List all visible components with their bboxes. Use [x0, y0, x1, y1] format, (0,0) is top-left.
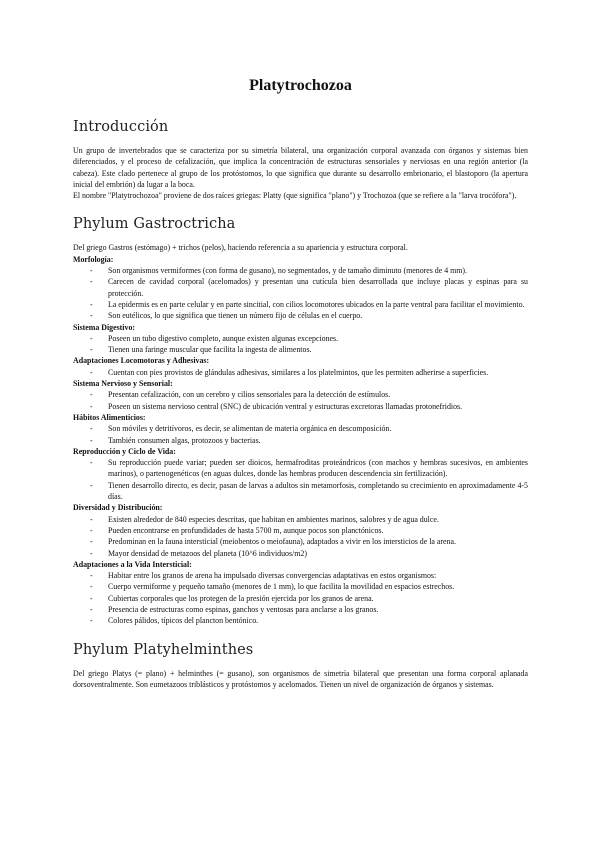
- list-item-text: Predominan en la fauna intersticial (meiobentos o meiofauna), adaptados a vivir en los intersticios de la arena.: [108, 537, 456, 547]
- bullet-dash: -: [90, 548, 93, 558]
- bullet-dash: -: [90, 390, 93, 400]
- list-item: [73, 514, 528, 525]
- list-item: [73, 265, 528, 276]
- bullet-dash: -: [90, 424, 93, 434]
- bullet-dash: -: [90, 616, 93, 626]
- bullet-dash: -: [90, 435, 93, 445]
- bullet-dash: -: [90, 333, 93, 343]
- bullet-dash: -: [90, 480, 93, 490]
- list-item: [73, 389, 528, 400]
- list-item-text: Son organismos vermiformes (con forma de gusano), no segmentados, y de tamaño diminuto (menores de 4 mm).: [108, 266, 468, 276]
- subsection-heading: Adaptaciones a la Vida Intersticial:: [73, 559, 192, 569]
- bullet-dash: -: [90, 604, 93, 614]
- list-item-text: Cuerpo vermiforme y pequeño tamaño (menores de 1 mm), lo que facilita la movilidad en espacios estrechos.: [108, 582, 455, 592]
- list-item-text: Cubiertas corporales que los protegen de la presión ejercida por los granos de arena.: [108, 593, 374, 603]
- list-item: [73, 457, 528, 480]
- bullet-list: [73, 570, 528, 626]
- bullet-dash: -: [90, 367, 93, 377]
- subsection-heading: Morfología:: [73, 254, 114, 264]
- section-gastrotricha: [73, 215, 528, 626]
- list-item: [73, 615, 528, 626]
- section-heading-introduccion: Introducción: [73, 119, 169, 135]
- list-item-text: Carecen de cavidad corporal (acelomados) y presentan una cutícula bien desarrollada que incluye placas y espinas para su protección.: [108, 277, 528, 298]
- bullet-dash: -: [90, 514, 93, 524]
- intro-paragraph-2: El nombre "Platytrochozoa" proviene de dos raíces griegas: Platty (que significa "plano") y Trochozoa (que se refiere a la "larva trocófora").: [73, 191, 517, 201]
- bullet-list: [73, 389, 528, 412]
- list-item-text: Pueden encontrarse en profundidades de hasta 5700 m, aunque pocos son planctónicos.: [108, 525, 384, 535]
- list-item: [73, 344, 528, 355]
- document-title: Platytrochozoa: [249, 77, 352, 94]
- subsection-heading: Diversidad y Distribución:: [73, 503, 163, 513]
- bullet-list: [73, 423, 528, 446]
- list-item-text: Poseen un sistema nervioso central (SNC) de ubicación ventral y estructuras excretoras llamadas protonefridios.: [108, 401, 463, 411]
- gastrotricha-groups: [73, 254, 528, 627]
- bullet-dash: -: [90, 299, 93, 309]
- list-item: [73, 593, 528, 604]
- list-item-text: La epidermis es en parte celular y en parte sincitial, con cilios locomotores ubicados en la parte ventral para facilitar el movimiento.: [108, 299, 525, 309]
- list-item: [73, 367, 528, 378]
- bullet-list: [73, 333, 528, 356]
- list-item-text: Presentan cefalización, con un cerebro y cilios sensoriales para la detección de estímulos.: [108, 390, 391, 400]
- list-item: [73, 435, 528, 446]
- list-item: [73, 525, 528, 536]
- bullet-dash: -: [90, 266, 93, 276]
- list-item: [73, 581, 528, 592]
- list-item: [73, 570, 528, 581]
- subsection-heading: Sistema Digestivo:: [73, 322, 136, 332]
- bullet-dash: -: [90, 345, 93, 355]
- bullet-dash: -: [90, 311, 93, 321]
- list-item-text: Existen alrededor de 840 especies descritas, que habitan en ambientes marinos, salobres y de agua dulce.: [108, 514, 439, 524]
- list-item-text: Tienen desarrollo directo, es decir, pasan de larvas a adultos sin metamorfosis, completando su crecimiento en aproximadamente 4-5 días.: [108, 480, 528, 502]
- subsection-heading: Adaptaciones Locomotoras y Adhesivas:: [73, 356, 210, 366]
- bullet-dash: -: [90, 525, 93, 535]
- list-item: [73, 548, 528, 559]
- subsection-heading: Hábitos Alimenticios:: [73, 412, 146, 422]
- list-item: [73, 276, 528, 299]
- list-item: [73, 401, 528, 412]
- list-item-text: Habitar entre los granos de arena ha impulsado diversas convergencias adaptativas en estos organismos:: [108, 571, 437, 581]
- bullet-dash: -: [90, 593, 93, 603]
- list-item-text: Poseen un tubo digestivo completo, aunque existen algunas excepciones.: [108, 333, 339, 343]
- intro-paragraph-1: Un grupo de invertebrados que se caracteriza por su simetría bilateral, una organización corporal avanzada con órganos y sistemas bien diferenciados, y el proceso de cefalización, que implica la concentración de estructuras sensoriales y nerviosas en una región anterior (la cabeza). Este clado pertenece al grupo de los protóstomos, lo que significa que durante su desarrollo embrionario, el blastoporo (la apertura inicial del embrión) da lugar a la boca.: [73, 146, 528, 189]
- list-item: [73, 480, 528, 503]
- section-heading-platyhelminthes: Phylum Platyhelminthes: [73, 641, 254, 658]
- section-platyhelminthes: [73, 641, 528, 691]
- bullet-list: [73, 367, 528, 378]
- section-introduccion: [73, 118, 528, 201]
- list-item: [73, 299, 528, 310]
- list-item: [73, 310, 528, 321]
- list-item-text: Son móviles y detritívoros, es decir, se alimentan de materia orgánica en descomposición.: [108, 424, 392, 434]
- list-item: [73, 333, 528, 344]
- bullet-dash: -: [90, 537, 93, 547]
- list-item-text: También consumen algas, protozoos y bacterias.: [108, 435, 261, 445]
- gastrotricha-intro-text: Del griego Gastros (estómago) + trichos (pelos), haciendo referencia a su apariencia y estructura corporal.: [73, 243, 408, 253]
- bullet-list: [73, 457, 528, 502]
- section-heading-gastrotricha: Phylum Gastroctricha: [73, 216, 236, 233]
- list-item-text: Son eutélicos, lo que significa que tienen un número fijo de células en el cuerpo.: [108, 311, 363, 321]
- platyhelminthes-paragraph: Del griego Platys (= plano) + helminthes (= gusano), son organismos de simetría bilateral que presentan una forma corporal aplanada dorsoventralmente. Son eumetazoos triblásticos y protóstomos y acelomados. Tienen un nivel de organización de órganos y sistemas.: [73, 668, 528, 689]
- list-item-text: Presencia de estructuras como espinas, ganchos y ventosas para anclarse a los granos.: [108, 604, 379, 614]
- bullet-dash: -: [90, 571, 93, 581]
- subsection-heading: Sistema Nervioso y Sensorial:: [73, 379, 173, 389]
- bullet-list: [73, 265, 528, 321]
- list-item-text: Cuentan con pies provistos de glándulas adhesivas, similares a los platelmintos, que les permiten adherirse a superficies.: [108, 367, 489, 377]
- subsection-heading: Reproducción y Ciclo de Vida:: [73, 446, 176, 456]
- list-item: [73, 423, 528, 434]
- list-item-text: Mayor densidad de metazoos del planeta (10^6 individuos/m2): [108, 548, 307, 558]
- bullet-dash: -: [90, 582, 93, 592]
- list-item-text: Tienen una faringe muscular que facilita la ingesta de alimentos.: [108, 345, 312, 355]
- list-item-text: Su reproducción puede variar; pueden ser dioicos, hermafroditas proteándricos (con machos y hembras sucesivos, en ambientes marinos), o partenogenéticos (en aguas dulces, donde las hembras producen descendencia sin fertilización).: [108, 458, 528, 479]
- list-item: [73, 536, 528, 547]
- bullet-dash: -: [90, 458, 93, 468]
- list-item-text: Colores pálidos, típicos del plancton bentónico.: [108, 616, 259, 626]
- bullet-dash: -: [90, 401, 93, 411]
- list-item: [73, 604, 528, 615]
- bullet-dash: -: [90, 277, 93, 287]
- bullet-list: [73, 514, 528, 559]
